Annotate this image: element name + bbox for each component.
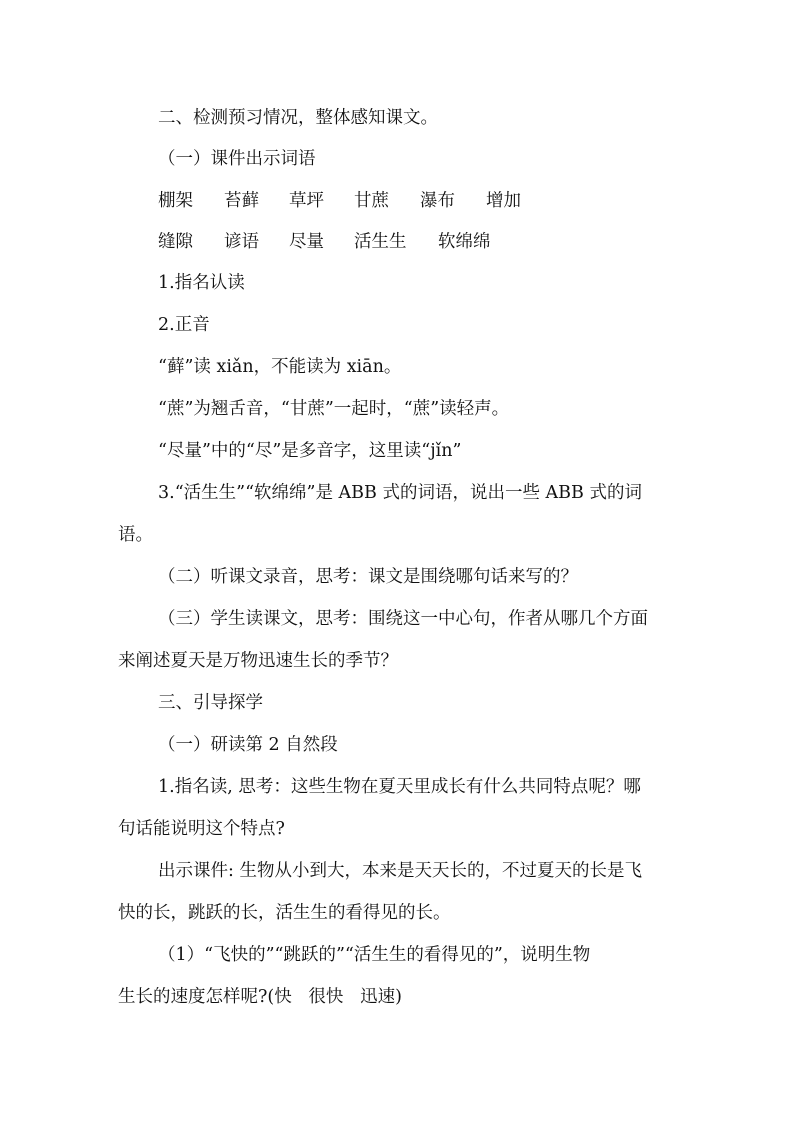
- section-2-heading: 二、检测预习情况，整体感知课文。: [158, 108, 438, 128]
- vocab-word: 草坪: [289, 191, 324, 211]
- question-1-continued: 句话能说明这个特点?: [118, 819, 285, 839]
- vocab-word: 苔藓: [224, 191, 259, 211]
- question-1: 1.指名读, 思考：这些生物在夏天里成长有什么共同特点呢？哪: [158, 777, 641, 797]
- vocab-word: 尽量: [289, 232, 324, 252]
- courseware-text-continued: 快的长，跳跃的长，活生生的看得见的长。: [118, 903, 451, 923]
- vocab-word: 棚架: [158, 191, 193, 211]
- pronunciation-note-2: “蔗”为翘舌音，“甘蔗”一起时，“蔗”读轻声。: [158, 399, 510, 419]
- step-3-continued: 语。: [118, 525, 153, 545]
- vocab-word: 软绵绵: [438, 232, 491, 252]
- section-3-heading: 三、引导探学: [158, 693, 263, 713]
- subsection-3-continued: 来阐述夏天是万物迅速生长的季节？: [118, 651, 398, 671]
- courseware-text: 出示课件: 生物从小到大，本来是天天长的，不过夏天的长是飞: [158, 861, 642, 881]
- step-2: 2.正音: [158, 315, 210, 335]
- pronunciation-note-3: “尽量”中的“尽”是多音字，这里读“jǐn”: [158, 441, 462, 461]
- subsection-3: （三）学生读课文，思考：围绕这一中心句，作者从哪几个方面: [158, 609, 648, 629]
- section-3-subsection-1-heading: （一）研读第 2 自然段: [158, 735, 338, 755]
- vocab-word: 瀑布: [420, 191, 455, 211]
- subsection-2: （二）听课文录音，思考：课文是围绕哪句话来写的？: [158, 567, 578, 587]
- subsection-1-heading: （一）课件出示词语: [158, 149, 316, 169]
- vocab-word: 活生生: [354, 232, 407, 252]
- vocab-word: 谚语: [224, 232, 259, 252]
- step-3: 3.“活生生”“软绵绵”是 ABB 式的词语，说出一些 ABB 式的词: [158, 483, 642, 503]
- analysis-item-1: （1）“飞快的”“跳跃的”“活生生的看得见的”，说明生物: [158, 945, 591, 965]
- vocab-word: 增加: [486, 191, 521, 211]
- step-1: 1.指名认读: [158, 273, 245, 293]
- vocab-word: 甘蔗: [354, 191, 389, 211]
- pronunciation-note-1: “藓”读 xiǎn，不能读为 xiān。: [158, 357, 402, 377]
- analysis-item-1-continued: 生长的速度怎样呢?(快 很快 迅速): [118, 987, 402, 1007]
- vocab-word: 缝隙: [158, 232, 193, 252]
